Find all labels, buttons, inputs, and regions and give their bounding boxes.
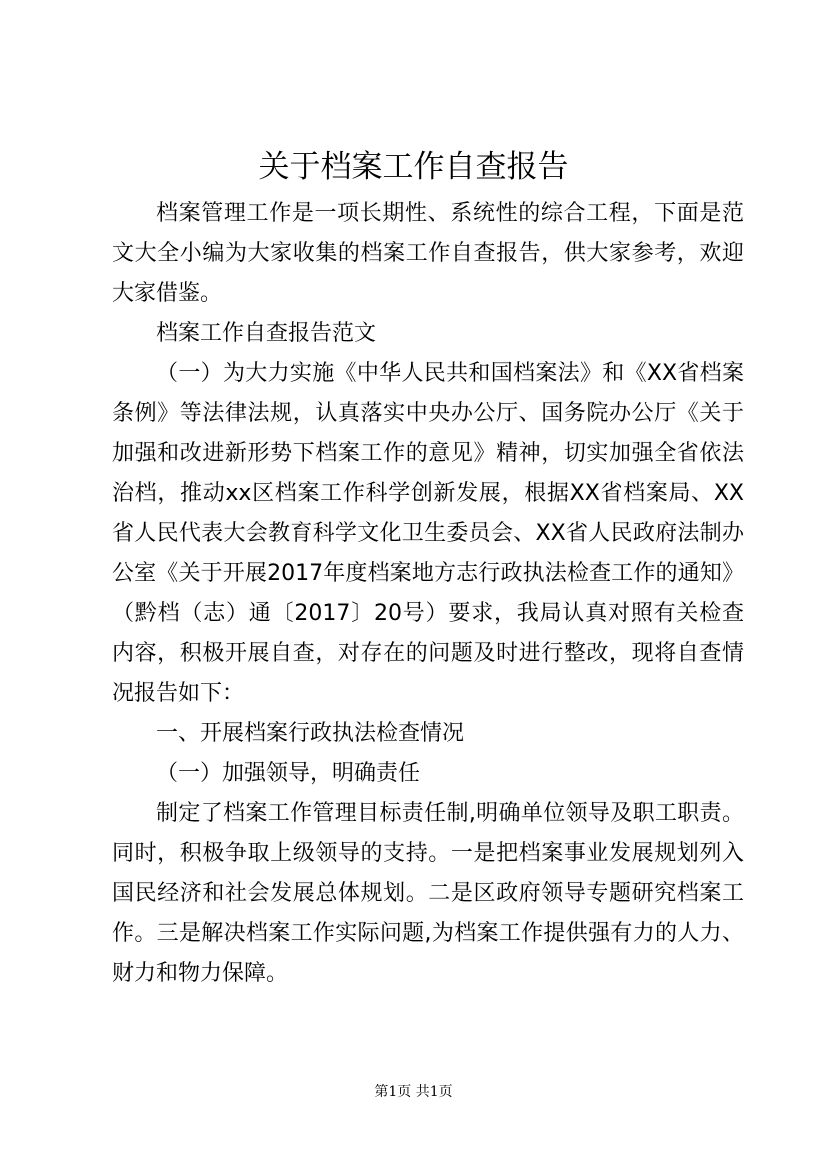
page-footer: 第1页 共1页 bbox=[374, 1084, 453, 1100]
responsibility-paragraph: 制定了档案工作管理目标责任制,明确单位领导及职工职责。同时，积极争取上级领导的支持。一是把档案事业发展规划列入国民经济和社会发展总体规划。二是区政府领导专题研究档案工作。三是解决档案工作实际问题,为档案工作提供强有力的人力、财力和物力保障。 bbox=[112, 801, 744, 986]
intro-paragraph: 档案管理工作是一项长期性、系统性的综合工程，下面是范文大全小编为大家收集的档案工作自查报告，供大家参考，欢迎大家借鉴。 bbox=[112, 201, 744, 306]
paragraph-item-1: （一）为大力实施《中华人民共和国档案法》和《XX省档案条例》等法律法规，认真落实中央办公厅、国务院办公厅《关于加强和改进新形势下档案工作的意见》精神，切实加强全省依法治档，推动xx区档案工作科学创新发展，根据XX省档案局、XX省人民代表大会教育科学文化卫生委员会、XX省人民政府法制办公室《关于开展2017年度档案地方志行政执法检查工作的通知》（黔档（志）通〔2017〕20号）要求，我局认真对照有关检查内容，积极开展自查，对存在的问题及时进行整改，现将自查情况报告如下： bbox=[112, 361, 744, 706]
document-body bbox=[112, 194, 744, 994]
document-title: 关于档案工作自查报告 bbox=[258, 149, 569, 185]
subsection-heading-1: （一）加强领导，明确责任 bbox=[156, 761, 421, 786]
section-heading-1: 一、开展档案行政执法检查情况 bbox=[156, 721, 465, 746]
section-heading-sample: 档案工作自查报告范文 bbox=[156, 321, 377, 346]
